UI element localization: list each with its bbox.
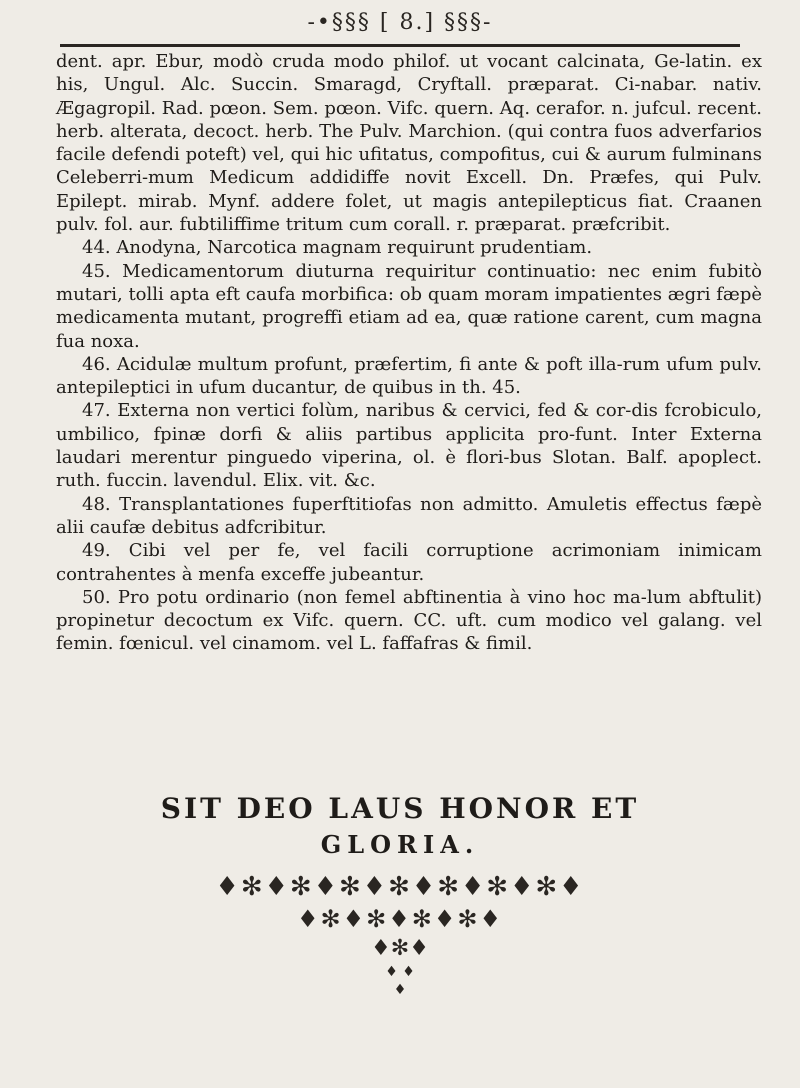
closing-doxology-line1: SIT DEO LAUS HONOR ET: [160, 792, 640, 825]
paragraph-44: 44. Anodyna, Narcotica magnam requirunt prudentiam.: [82, 237, 593, 259]
paragraph-45: 45. Medicamentorum diuturna requiritur continuatio: nec enim fubitò mutari, tolli apta eft caufa morbifica: ob quam moram impatientes ægri fæpè medicamenta mutant, progreffi etiam ad ea, quæ ratione carent, cum magna fua noxa.: [56, 260, 762, 352]
tailpiece-ornament-row1: ♦✻♦✻♦✻♦✻♦✻♦✻♦✻♦: [215, 872, 585, 902]
tailpiece-ornament-row5: ♦: [393, 982, 407, 998]
tailpiece-ornament-row3: ♦✻♦: [371, 936, 429, 961]
tailpiece-ornament-row2: ♦✻♦✻♦✻♦✻♦: [296, 905, 503, 933]
body-text: [56, 50, 762, 656]
header-ornament: -•§§§ [ 8.] §§§-: [307, 10, 493, 35]
header-rule: [60, 44, 740, 47]
paragraph-48: 48. Transplantationes fuperftitiofas non admitto. Amuletis effectus fæpè alii caufæ debitus adfcribitur.: [56, 493, 762, 538]
paragraph-47: 47. Externa non vertici folùm, naribus & cervici, fed & cor-dis fcrobiculo, umbilico, fpinæ dorfi & aliis partibus applicita pro-funt. Inter Externa laudari merentur pinguedo viperina, ol. è flori-bus Slotan. Balf. apoplect. ruth. fuccin. lavendul. Elix. vit. &c.: [56, 400, 762, 492]
paragraph-46: 46. Acidulæ multum profunt, præfertim, fi ante & poft illa-rum ufum pulv. antepileptici in ufum ducantur, de quibus in th. 45.: [56, 353, 762, 399]
closing-doxology-line2: GLORIA.: [320, 830, 480, 859]
paragraph-continuation: dent. apr. Ebur, modò cruda modo philof. ut vocant calcinata, Ge-latin. ex his, Ungul. Alc. Succin. Smaragd, Cryftall. præparat. Ci-nabar. nativ. Ægagropil. Rad. pœon. Sem. pœon. Vifc. quern. Aq. cerafor. n. jufcul. recent. herb. alterata, decoct. herb. The Pulv. Marchion. (qui contra fuos adverfarios facile defendi poteft) vel, qui hic ufitatus, compofitus, cui & aurum fulminans Celeberri-mum Medicum addidiffe novit Excell. Dn. Præfes, qui Pulv. Epilept. mirab. Mynf. addere folet, ut magis antepilepticus fiat. Craanen pulv. fol. aur. fubtiliffime tritum cum corall. r. præparat. præfcribit.: [56, 51, 762, 236]
paragraph-49: 49. Cibi vel per fe, vel facili corruptione acrimoniam inimicam contrahentes à menfa exceffe jubeantur.: [56, 540, 762, 585]
page-header: [0, 10, 800, 50]
tailpiece-ornament-row4: ♦ ♦: [385, 964, 415, 980]
paragraph-50: 50. Pro potu ordinario (non femel abftinentia à vino hoc ma-lum abftulit) propinetur decoctum ex Vifc. quern. CC. uft. cum modico vel galang. vel femin. fœnicul. vel cinamom. vel L. faffafras & fimil.: [56, 586, 762, 655]
